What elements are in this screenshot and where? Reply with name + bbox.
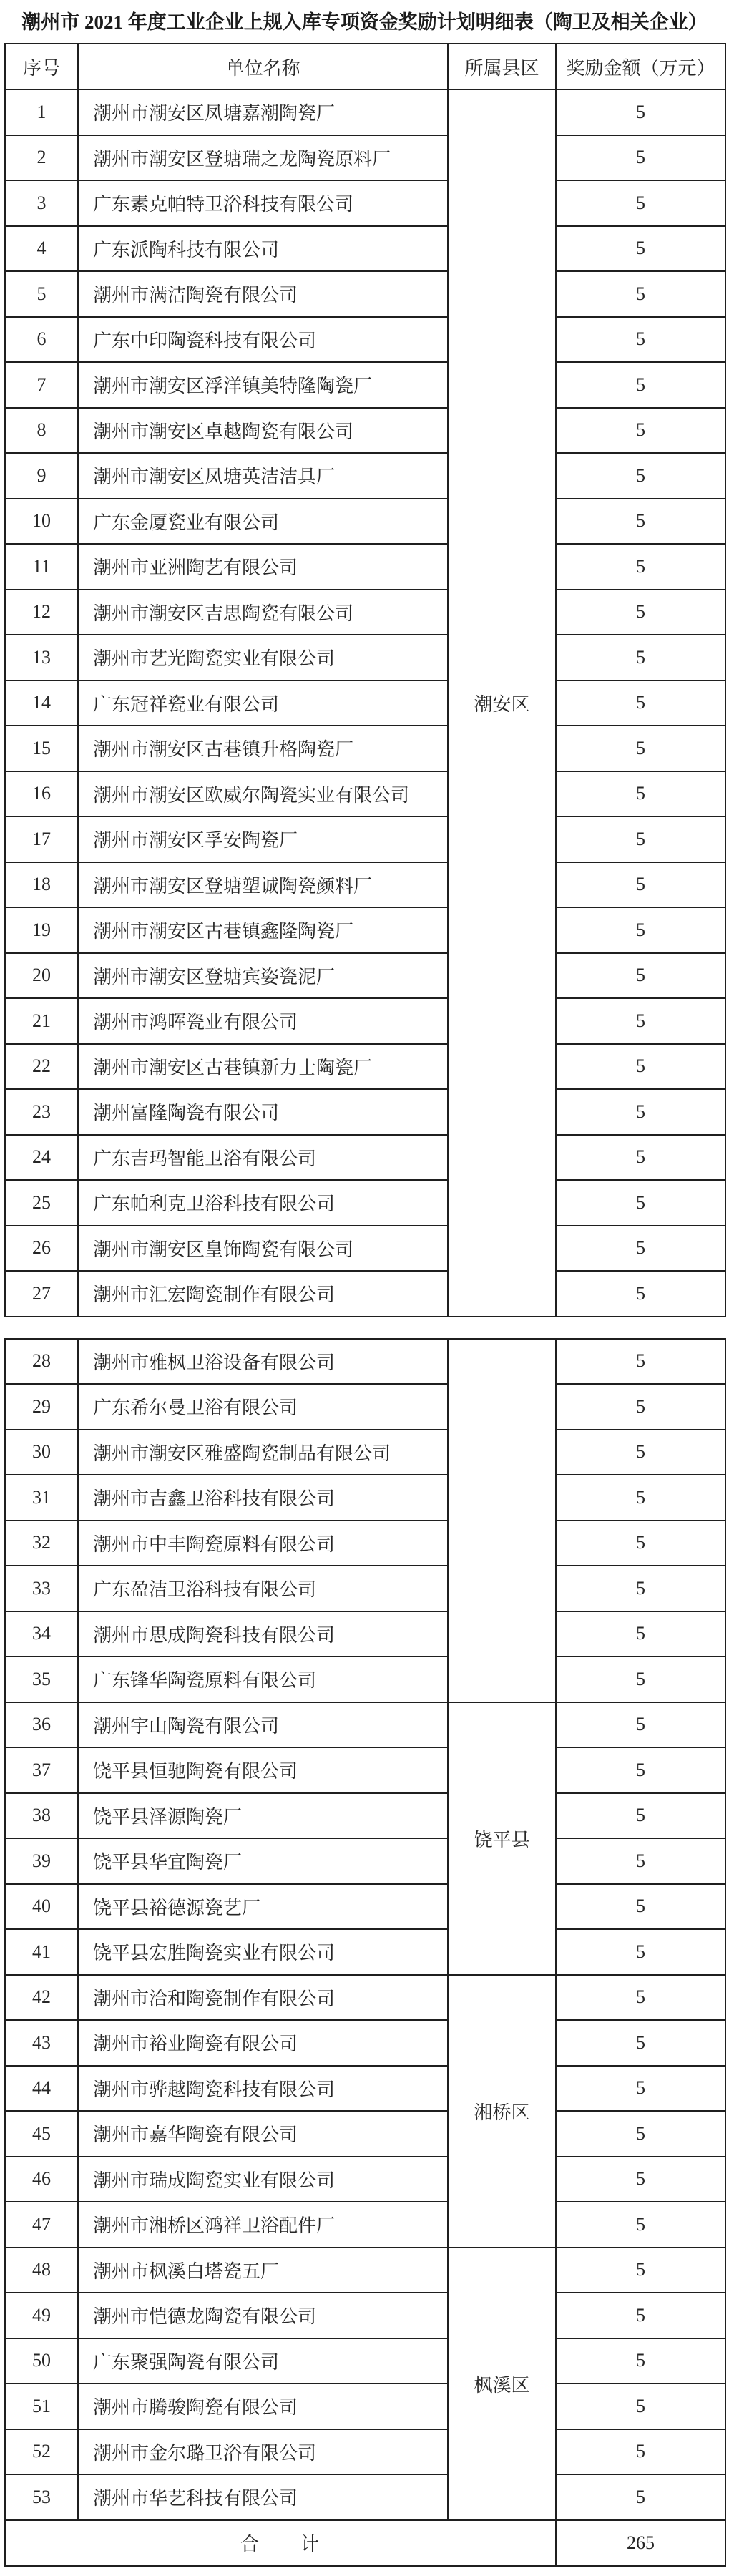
amount-cell: 5 (556, 1089, 725, 1135)
table-row (5, 2020, 725, 2066)
amount-cell: 5 (556, 1611, 725, 1657)
amount-cell: 5 (556, 1702, 725, 1748)
company-name-cell: 潮州市中丰陶瓷原料有限公司 (78, 1521, 448, 1566)
row-index-cell: 4 (5, 226, 78, 272)
row-index-cell: 14 (5, 680, 78, 726)
table-row (5, 2338, 725, 2384)
company-name-cell: 潮州市汇宏陶瓷制作有限公司 (78, 1271, 448, 1317)
table-row (5, 1929, 725, 1975)
row-index-cell: 53 (5, 2474, 78, 2520)
amount-cell: 5 (556, 726, 725, 771)
page-title: 潮州市 2021 年度工业企业上规入库专项资金奖励计划明细表（陶卫及相关企业） (21, 11, 708, 33)
row-index-cell: 1 (5, 89, 78, 135)
table-row (5, 1702, 725, 1748)
table-row (5, 726, 725, 771)
row-index-cell: 13 (5, 635, 78, 680)
page-break-gap (0, 1317, 729, 1338)
amount-cell: 5 (556, 1384, 725, 1430)
table-row (5, 271, 725, 317)
table-row (5, 2293, 725, 2338)
table-row (5, 1339, 725, 1385)
company-name-cell: 潮州市潮安区浮洋镇美特隆陶瓷厂 (78, 362, 448, 408)
row-index-cell: 38 (5, 1793, 78, 1839)
company-name-cell: 潮州市潮安区古巷镇新力士陶瓷厂 (78, 1044, 448, 1090)
total-row (5, 2520, 725, 2566)
company-name-cell: 潮州市思成陶瓷科技有限公司 (78, 1611, 448, 1657)
table-row (5, 1521, 725, 1566)
row-index-cell: 22 (5, 1044, 78, 1090)
company-name-cell: 潮州富隆陶瓷有限公司 (78, 1089, 448, 1135)
table-row (5, 2474, 725, 2520)
table-row (5, 1747, 725, 1793)
row-index-cell: 45 (5, 2111, 78, 2157)
table-row (5, 362, 725, 408)
amount-cell: 5 (556, 2384, 725, 2429)
amount-cell: 5 (556, 771, 725, 817)
row-index-cell: 34 (5, 1611, 78, 1657)
company-name-cell: 广东吉玛智能卫浴有限公司 (78, 1135, 448, 1181)
company-name-cell: 广东帕利克卫浴科技有限公司 (78, 1180, 448, 1226)
table-row (5, 953, 725, 999)
company-name-cell: 潮州市潮安区凤塘嘉潮陶瓷厂 (78, 89, 448, 135)
row-index-cell: 43 (5, 2020, 78, 2066)
amount-cell: 5 (556, 862, 725, 908)
district-cell: 枫溪区 (448, 2248, 556, 2520)
row-index-cell: 9 (5, 453, 78, 499)
table-row (5, 1135, 725, 1181)
row-index-cell: 37 (5, 1747, 78, 1793)
row-index-cell: 24 (5, 1135, 78, 1181)
amount-cell: 5 (556, 1475, 725, 1521)
row-index-cell: 46 (5, 2157, 78, 2202)
row-index-cell: 11 (5, 544, 78, 590)
company-name-cell: 广东锋华陶瓷原料有限公司 (78, 1657, 448, 1702)
table-row (5, 2066, 725, 2112)
amount-cell: 5 (556, 499, 725, 545)
row-index-cell: 49 (5, 2293, 78, 2338)
company-name-cell: 饶平县泽源陶瓷厂 (78, 1793, 448, 1839)
amount-cell: 5 (556, 1838, 725, 1884)
company-name-cell: 潮州市华艺科技有限公司 (78, 2474, 448, 2520)
table-row (5, 590, 725, 635)
amount-cell: 5 (556, 1975, 725, 2021)
amount-cell: 5 (556, 1271, 725, 1317)
row-index-cell: 10 (5, 499, 78, 545)
district-cell: 饶平县 (448, 1702, 556, 1975)
row-index-cell: 31 (5, 1475, 78, 1521)
company-name-cell: 潮州市潮安区登塘瑞之龙陶瓷原料厂 (78, 135, 448, 181)
row-index-cell: 26 (5, 1226, 78, 1272)
table-header-row (5, 44, 725, 89)
company-name-cell: 潮州市潮安区凤塘英洁洁具厂 (78, 453, 448, 499)
amount-cell: 5 (556, 271, 725, 317)
table-row (5, 1611, 725, 1657)
row-index-cell: 36 (5, 1702, 78, 1748)
row-index-cell: 27 (5, 1271, 78, 1317)
table-row (5, 816, 725, 862)
amount-cell: 5 (556, 2020, 725, 2066)
company-name-cell: 潮州市嘉华陶瓷有限公司 (78, 2111, 448, 2157)
amount-cell: 5 (556, 1884, 725, 1930)
amount-cell: 5 (556, 1657, 725, 1702)
amount-cell: 5 (556, 2157, 725, 2202)
amount-cell: 5 (556, 453, 725, 499)
row-index-cell: 50 (5, 2338, 78, 2384)
row-index-cell: 28 (5, 1339, 78, 1385)
company-name-cell: 潮州市裕业陶瓷有限公司 (78, 2020, 448, 2066)
row-index-cell: 40 (5, 1884, 78, 1930)
amount-cell: 5 (556, 680, 725, 726)
row-index-cell: 30 (5, 1430, 78, 1475)
company-name-cell: 饶平县恒驰陶瓷有限公司 (78, 1747, 448, 1793)
row-index-cell: 29 (5, 1384, 78, 1430)
table-row (5, 2157, 725, 2202)
row-index-cell: 23 (5, 1089, 78, 1135)
district-cell: 湘桥区 (448, 1975, 556, 2248)
district-cell: 潮安区 (448, 89, 556, 1317)
row-index-cell: 25 (5, 1180, 78, 1226)
table-row (5, 2202, 725, 2248)
company-name-cell: 广东派陶科技有限公司 (78, 226, 448, 272)
amount-cell: 5 (556, 408, 725, 454)
amount-cell: 5 (556, 2111, 725, 2157)
table-row (5, 135, 725, 181)
company-name-cell: 饶平县裕德源瓷艺厂 (78, 1884, 448, 1930)
amount-cell: 5 (556, 1044, 725, 1090)
company-name-cell: 潮州市潮安区古巷镇升格陶瓷厂 (78, 726, 448, 771)
company-name-cell: 潮州市恺德龙陶瓷有限公司 (78, 2293, 448, 2338)
amount-cell: 5 (556, 2248, 725, 2293)
amount-cell: 5 (556, 1521, 725, 1566)
company-name-cell: 潮州市枫溪白塔瓷五厂 (78, 2248, 448, 2293)
table-row (5, 1271, 725, 1317)
company-name-cell: 潮州市湘桥区鸿祥卫浴配件厂 (78, 2202, 448, 2248)
amount-cell: 5 (556, 1929, 725, 1975)
company-name-cell: 潮州市洽和陶瓷制作有限公司 (78, 1975, 448, 2021)
reward-table-block-1 (4, 43, 726, 1317)
company-name-cell: 潮州市潮安区孚安陶瓷厂 (78, 816, 448, 862)
table-row (5, 317, 725, 363)
district-cell (448, 1339, 556, 1702)
amount-cell: 5 (556, 2338, 725, 2384)
company-name-cell: 潮州市潮安区雅盛陶瓷制品有限公司 (78, 1430, 448, 1475)
table-row (5, 1226, 725, 1272)
column-header-amount: 奖励金额（万元） (556, 44, 725, 89)
company-name-cell: 潮州市雅枫卫浴设备有限公司 (78, 1339, 448, 1385)
table-row (5, 453, 725, 499)
company-name-cell: 潮州市潮安区吉思陶瓷有限公司 (78, 590, 448, 635)
row-index-cell: 39 (5, 1838, 78, 1884)
company-name-cell: 潮州市潮安区古巷镇鑫隆陶瓷厂 (78, 907, 448, 953)
company-name-cell: 潮州市潮安区卓越陶瓷有限公司 (78, 408, 448, 454)
amount-cell: 5 (556, 590, 725, 635)
table-row (5, 408, 725, 454)
amount-cell: 5 (556, 2474, 725, 2520)
amount-cell: 5 (556, 2293, 725, 2338)
row-index-cell: 41 (5, 1929, 78, 1975)
row-index-cell: 35 (5, 1657, 78, 1702)
table-row (5, 226, 725, 272)
row-index-cell: 7 (5, 362, 78, 408)
row-index-cell: 6 (5, 317, 78, 363)
table-row (5, 1884, 725, 1930)
amount-cell: 5 (556, 1339, 725, 1385)
company-name-cell: 潮州市潮安区登塘宾姿瓷泥厂 (78, 953, 448, 999)
company-name-cell: 潮州市潮安区欧威尔陶瓷实业有限公司 (78, 771, 448, 817)
company-name-cell: 潮州市潮安区皇饰陶瓷有限公司 (78, 1226, 448, 1272)
table-row (5, 1180, 725, 1226)
company-name-cell: 潮州市吉鑫卫浴科技有限公司 (78, 1475, 448, 1521)
row-index-cell: 15 (5, 726, 78, 771)
row-index-cell: 16 (5, 771, 78, 817)
row-index-cell: 33 (5, 1566, 78, 1611)
company-name-cell: 潮州市腾骏陶瓷有限公司 (78, 2384, 448, 2429)
company-name-cell: 潮州市艺光陶瓷实业有限公司 (78, 635, 448, 680)
row-index-cell: 48 (5, 2248, 78, 2293)
table-row (5, 2111, 725, 2157)
company-name-cell: 潮州市鸿晖瓷业有限公司 (78, 998, 448, 1044)
row-index-cell: 32 (5, 1521, 78, 1566)
amount-cell: 5 (556, 362, 725, 408)
company-name-cell: 潮州市潮安区登塘塑诚陶瓷颜料厂 (78, 862, 448, 908)
total-amount-cell: 265 (556, 2520, 725, 2566)
amount-cell: 5 (556, 2429, 725, 2475)
amount-cell: 5 (556, 1135, 725, 1181)
amount-cell: 5 (556, 317, 725, 363)
amount-cell: 5 (556, 635, 725, 680)
table-row (5, 89, 725, 135)
amount-cell: 5 (556, 998, 725, 1044)
row-index-cell: 12 (5, 590, 78, 635)
column-header-district: 所属县区 (448, 44, 556, 89)
company-name-cell: 潮州宇山陶瓷有限公司 (78, 1702, 448, 1748)
company-name-cell: 广东金厦瓷业有限公司 (78, 499, 448, 545)
company-name-cell: 潮州市瑞成陶瓷实业有限公司 (78, 2157, 448, 2202)
table-row (5, 180, 725, 226)
amount-cell: 5 (556, 2066, 725, 2112)
row-index-cell: 20 (5, 953, 78, 999)
table-row (5, 907, 725, 953)
amount-cell: 5 (556, 226, 725, 272)
table-row (5, 1089, 725, 1135)
row-index-cell: 8 (5, 408, 78, 454)
table-row (5, 862, 725, 908)
table-row (5, 771, 725, 817)
amount-cell: 5 (556, 1226, 725, 1272)
row-index-cell: 21 (5, 998, 78, 1044)
amount-cell: 5 (556, 180, 725, 226)
company-name-cell: 广东盈洁卫浴科技有限公司 (78, 1566, 448, 1611)
column-header-name: 单位名称 (78, 44, 448, 89)
table-row (5, 998, 725, 1044)
company-name-cell: 潮州市骅越陶瓷科技有限公司 (78, 2066, 448, 2112)
row-index-cell: 3 (5, 180, 78, 226)
amount-cell: 5 (556, 816, 725, 862)
company-name-cell: 潮州市满洁陶瓷有限公司 (78, 271, 448, 317)
row-index-cell: 42 (5, 1975, 78, 2021)
amount-cell: 5 (556, 1566, 725, 1611)
amount-cell: 5 (556, 135, 725, 181)
table-row (5, 1566, 725, 1611)
table-row (5, 1430, 725, 1475)
table-row (5, 1044, 725, 1090)
table-row (5, 635, 725, 680)
table-row (5, 1975, 725, 2021)
table-row (5, 1657, 725, 1702)
table-row (5, 1475, 725, 1521)
company-name-cell: 广东聚强陶瓷有限公司 (78, 2338, 448, 2384)
amount-cell: 5 (556, 1180, 725, 1226)
row-index-cell: 17 (5, 816, 78, 862)
table-row (5, 544, 725, 590)
amount-cell: 5 (556, 1747, 725, 1793)
row-index-cell: 52 (5, 2429, 78, 2475)
company-name-cell: 饶平县华宜陶瓷厂 (78, 1838, 448, 1884)
amount-cell: 5 (556, 953, 725, 999)
reward-table-block-2 (4, 1338, 726, 2567)
row-index-cell: 51 (5, 2384, 78, 2429)
table-row (5, 2429, 725, 2475)
column-header-index: 序号 (5, 44, 78, 89)
row-index-cell: 47 (5, 2202, 78, 2248)
company-name-cell: 广东中印陶瓷科技有限公司 (78, 317, 448, 363)
table-row (5, 1384, 725, 1430)
company-name-cell: 广东冠祥瓷业有限公司 (78, 680, 448, 726)
table-row (5, 1838, 725, 1884)
amount-cell: 5 (556, 1430, 725, 1475)
company-name-cell: 广东希尔曼卫浴有限公司 (78, 1384, 448, 1430)
total-label-cell: 合 计 (5, 2520, 556, 2566)
row-index-cell: 5 (5, 271, 78, 317)
amount-cell: 5 (556, 544, 725, 590)
table-row (5, 2384, 725, 2429)
table-row (5, 2248, 725, 2293)
company-name-cell: 潮州市金尔璐卫浴有限公司 (78, 2429, 448, 2475)
table-row (5, 1793, 725, 1839)
company-name-cell: 潮州市亚洲陶艺有限公司 (78, 544, 448, 590)
amount-cell: 5 (556, 1793, 725, 1839)
amount-cell: 5 (556, 2202, 725, 2248)
row-index-cell: 2 (5, 135, 78, 181)
company-name-cell: 广东素克帕特卫浴科技有限公司 (78, 180, 448, 226)
row-index-cell: 19 (5, 907, 78, 953)
company-name-cell: 饶平县宏胜陶瓷实业有限公司 (78, 1929, 448, 1975)
row-index-cell: 18 (5, 862, 78, 908)
row-index-cell: 44 (5, 2066, 78, 2112)
table-row (5, 680, 725, 726)
table-row (5, 499, 725, 545)
amount-cell: 5 (556, 89, 725, 135)
amount-cell: 5 (556, 907, 725, 953)
